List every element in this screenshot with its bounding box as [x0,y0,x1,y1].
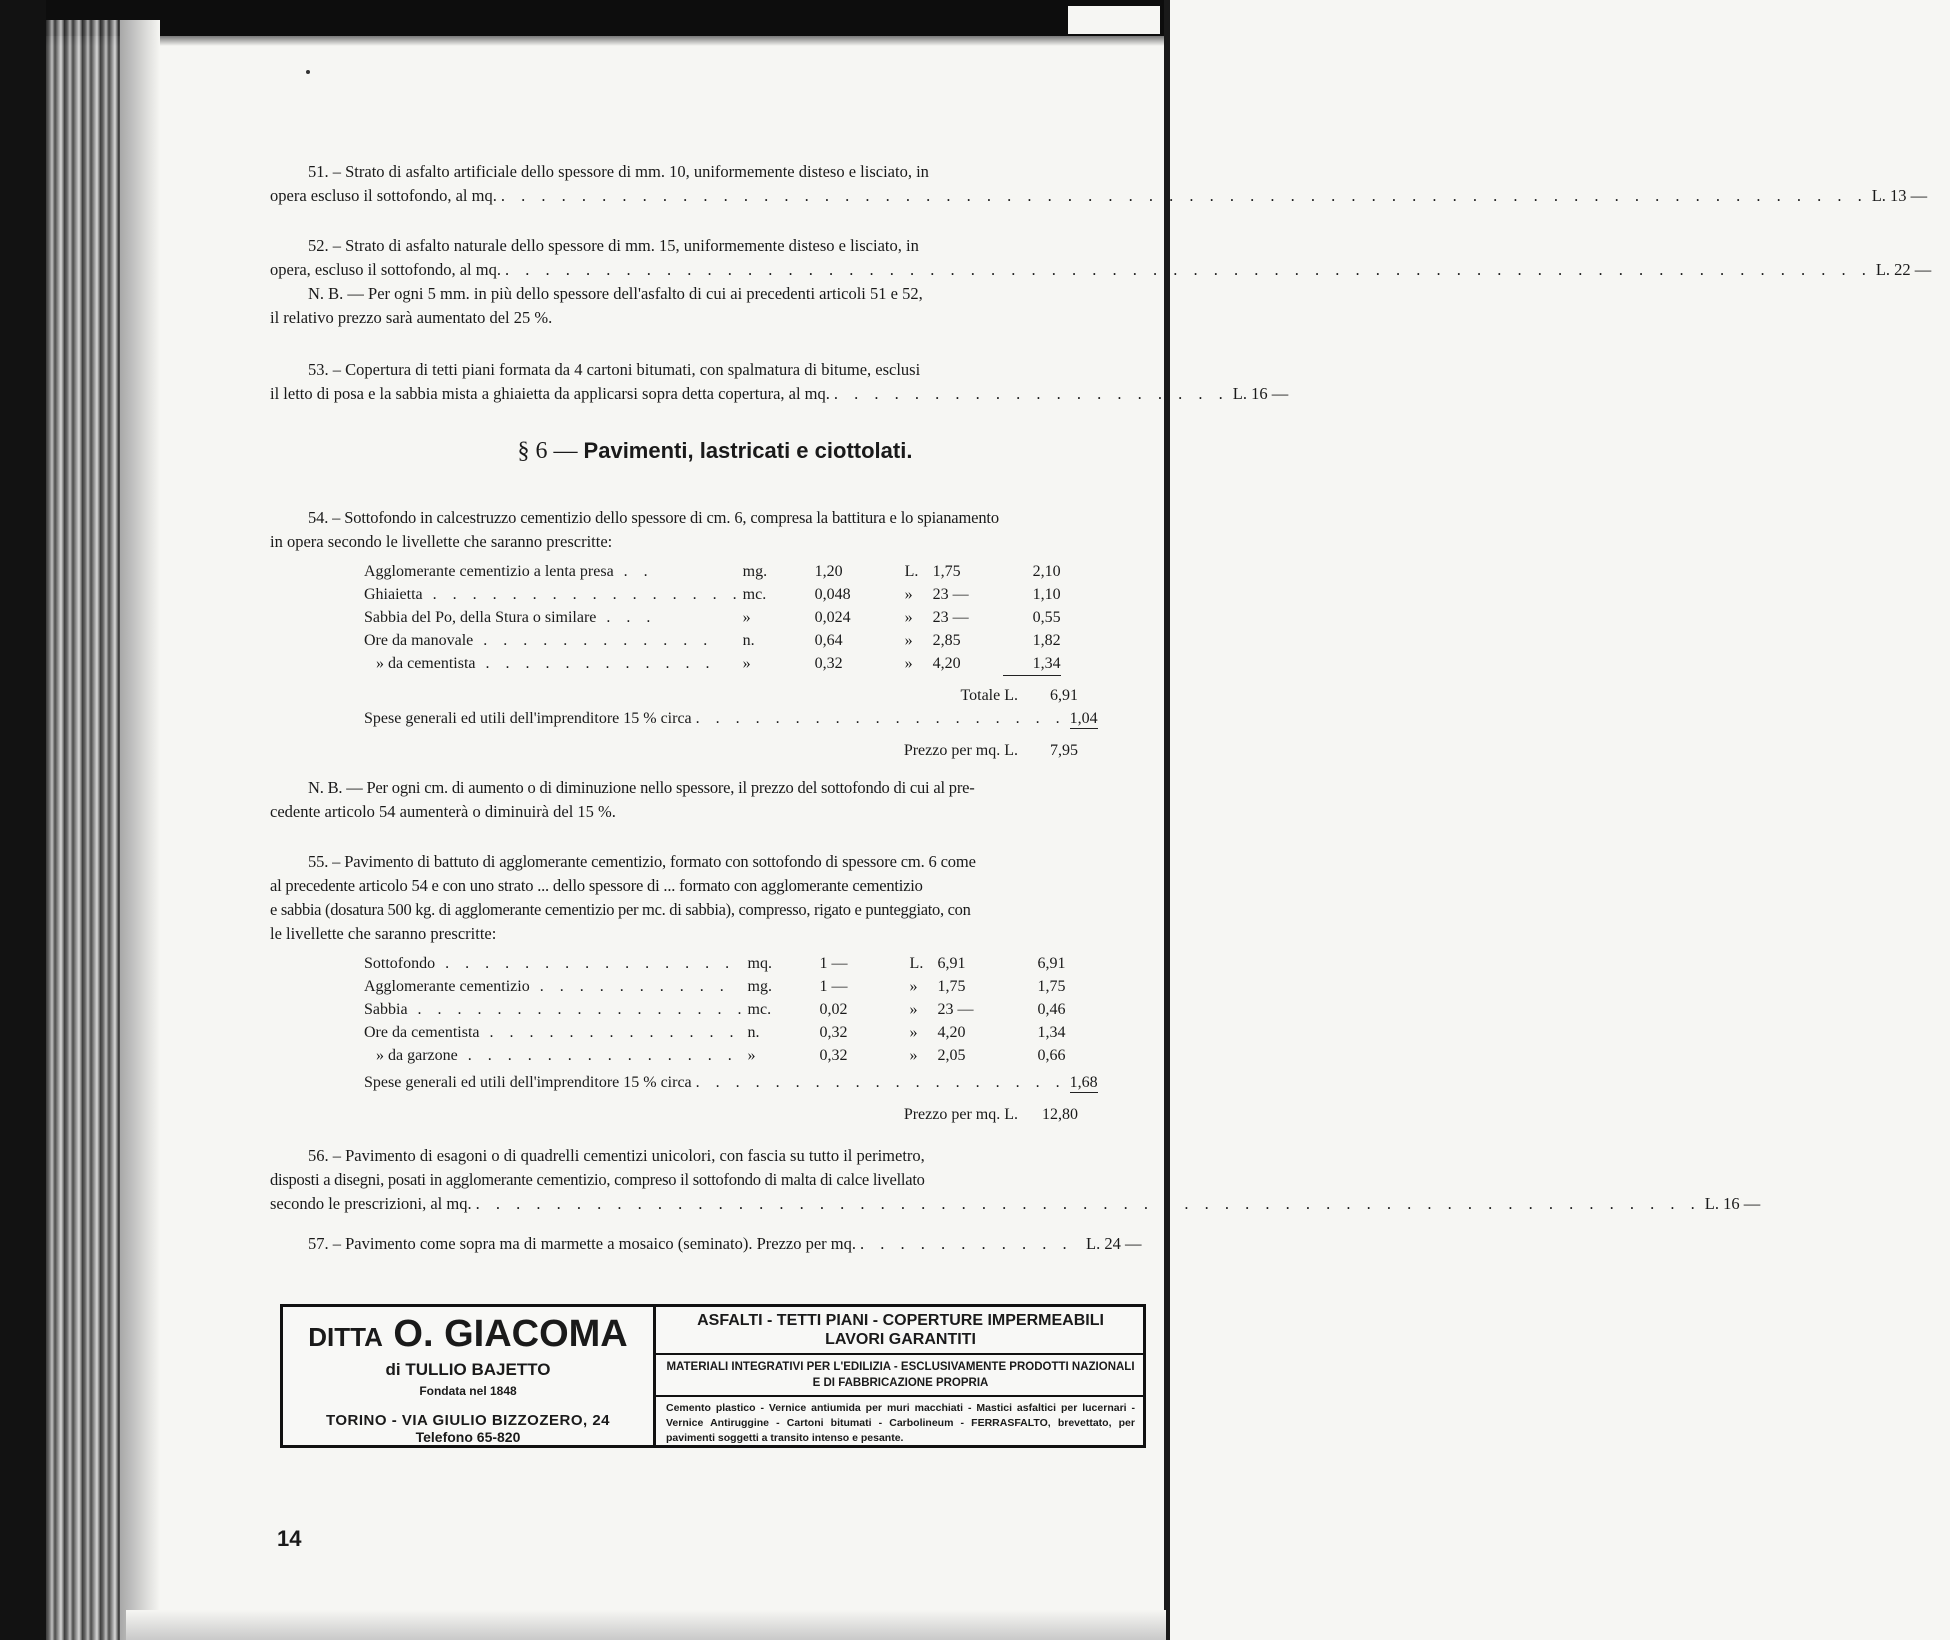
ad-divider [656,1395,1143,1397]
leader-dots: . . . . . . . . . . . . . . . . . . . . . . . . . . . . . . . . . . . . . . . . . . . . . . . . . . . . . . . . . . . . . [475,1194,1701,1213]
cost-currency: » [904,631,913,649]
cost-quantity: 1 — [819,954,848,972]
scan-top-shadow [0,36,1170,46]
cost-item-name: Ore da manovale . . . . . . . . . . . . [364,631,714,649]
item-57-price: L. 24 — [1086,1234,1142,1253]
scan-bottom-shadow [126,1610,1166,1640]
item-51-line2: opera escluso il sottofondo, al mq. [270,186,497,205]
item-54 [270,506,1160,554]
cost-row [364,560,1061,583]
item-51-line1: 51. – Strato di asfalto artificiale dello spessore di mm. 10, uniformemente disteso e lisciato, in [308,162,929,181]
item-55-line3: e sabbia (dosatura 500 kg. di agglomerante cementizio per mc. di sabbia), compresso, rigato e punteggiato, con [270,900,971,919]
scan-top-notch [1068,6,1160,34]
ad-divider [656,1353,1143,1355]
leader-dots: . . . . . . . . . . . . . . . . . . . . . . . . . . . . . . . . . . . . . . . . . . . . . . . . . . . . . . . . . . . . . . . . . . . . [504,260,1872,279]
item-54-nb [270,776,1160,824]
item-57-line1: 57. – Pavimento come sopra ma di marmette a mosaico (seminato). Prezzo per mq. [308,1234,857,1253]
item-52-line2: opera, escluso il sottofondo, al mq. [270,260,501,279]
book-spine-edge [46,20,126,1640]
cost-total: 0,66 [1037,1046,1066,1064]
cost-quantity: 0,048 [814,585,851,603]
item-54-nb-line2: cedente articolo 54 aumenterà o diminuirà del 15 %. [270,802,616,821]
cost-total: 1,34 [1037,1023,1066,1041]
cost-quantity: 0,64 [814,631,843,649]
cost-row [364,1044,1066,1067]
cost-quantity: 0,32 [819,1023,848,1041]
cost-quantity: 0,02 [819,1000,848,1018]
item-52-nb-line1: N. B. — Per ogni 5 mm. in più dello spessore dell'asfalto di cui ai precedenti articoli 51 e 52, [308,284,923,303]
scan-top-border [0,0,1170,36]
ad-headline: ASFALTI - TETTI PIANI - COPERTURE IMPERMEABILI LAVORI GARANTITI [697,1312,1104,1348]
item-55-cost-table [364,952,1066,1067]
cost-currency: » [909,1000,918,1018]
cost-unit: mg. [742,562,768,580]
cost-row [364,583,1061,606]
item-56-price: L. 16 — [1704,1194,1761,1213]
item-53-line1: 53. – Copertura di tetti piani formata da 4 cartoni bitumati, con spalmatura di bitume, esclusi [308,360,921,379]
item-54-totale: Totale L. 6,91 [960,687,1078,704]
item-56-line2: disposti a disegni, posati in agglomerante cementizio, compreso il sottofondo di malta di calce livellato [270,1170,925,1189]
cost-unit-price: 4,20 [937,1023,966,1041]
cost-currency: » [904,585,913,603]
cost-row [364,975,1066,998]
item-52-nb-line2: il relativo prezzo sarà aumentato del 25 %. [270,308,553,327]
cost-total: 1,82 [1032,631,1061,649]
cost-unit: n. [747,1023,760,1041]
cost-total: 1,34 [1003,652,1061,676]
ad-phone: Telefono 65-820 [415,1429,521,1445]
item-56-line3: secondo le prescrizioni, al mq. [270,1194,472,1213]
item-51-price: L. 13 — [1871,186,1928,205]
cost-quantity: 0,024 [814,608,851,626]
cost-row [364,998,1066,1021]
section-number: § 6 — [517,438,578,464]
cost-quantity: 1,20 [814,562,843,580]
cost-item-name: » da garzone . . . . . . . . . . . . . . [364,1046,738,1064]
item-55-line4: le livellette che saranno prescritte: [270,924,497,943]
advertisement-box [280,1304,1146,1448]
ad-owner: di TULLIO BAJETTO [385,1360,551,1379]
ad-address: TORINO - VIA GIULIO BIZZOZERO, 24 [325,1412,611,1429]
cost-unit-price: 23 — [932,585,969,603]
cost-currency: » [909,1046,918,1064]
cost-currency: » [904,608,913,626]
cost-unit: mg. [747,977,772,995]
section-title: Pavimenti, lastricati e ciottolati. [583,438,913,463]
cost-currency: L. [909,954,924,972]
cost-currency: » [909,1023,918,1041]
cost-unit: » [747,1046,756,1064]
cost-unit-price: 1,75 [932,562,961,580]
item-56-line1: 56. – Pavimento di esagoni o di quadrelli cementizi unicolori, con fascia su tutto il perimetro, [308,1146,925,1165]
cost-quantity: 0,32 [814,654,843,672]
cost-unit: mc. [747,1000,772,1018]
item-54-prezzo: Prezzo per mq. L. 7,95 [903,742,1078,759]
item-54-text1: 54. – Sottofondo in calcestruzzo cementizio dello spessore di cm. 6, compresa la battitura e lo spianamento [308,508,999,527]
cost-unit-price: 2,05 [937,1046,966,1064]
cost-total: 2,10 [1032,562,1061,580]
ad-founded: Fondata nel 1848 [419,1384,517,1398]
cost-currency: » [904,654,913,672]
item-52-price: L. 22 — [1875,260,1932,279]
item-53 [270,358,1289,406]
ad-products-panel [656,1307,1143,1445]
scan-left-border [0,0,46,1640]
cost-row [364,952,1066,975]
cost-total: 6,91 [1037,954,1066,972]
item-54-nb-line1: N. B. — Per ogni cm. di aumento o di diminuzione nello spessore, il prezzo del sottofondo di cui al pre- [308,778,975,797]
book-spine-shadow [120,20,160,1640]
ad-company-panel [283,1307,656,1445]
leader-dots: . . . . . . . . . . . . . . . . . . . . [833,384,1229,403]
cost-unit: » [742,608,751,626]
ad-company-name: DITTA O. GIACOMA [308,1313,628,1355]
item-55-line2: al precedente articolo 54 e con uno strato ... dello spessore di ... formato con agglomerante cementizio [270,876,923,895]
cost-item-name: Agglomerante cementizio . . . . . . . . . . [364,977,730,995]
item-54-cost-table [364,560,1061,676]
cost-quantity: 1 — [819,977,848,995]
item-53-line2: il letto di posa e la sabbia mista a ghiaietta da applicarsi sopra detta copertura, al mq. [270,384,830,403]
cost-unit: mq. [747,954,772,972]
cost-total: 0,55 [1032,608,1061,626]
cost-item-name: Ore da cementista . . . . . . . . . . . . . [364,1023,740,1041]
cost-quantity: 0,32 [819,1046,848,1064]
item-55 [270,850,1160,946]
item-57 [270,1232,1160,1256]
item-52-line1: 52. – Strato di asfalto naturale dello spessore di mm. 15, uniformemente disteso e lisciato, in [308,236,919,255]
leader-dots: . . . . . . . . . . . . . . . . . . . . . . . . . . . . . . . . . . . . . . . . . . . . . . . . . . . . . . . . . . . . . . . . . . . . [500,186,1868,205]
scan-right-border [1164,0,1170,1640]
ad-product-list: Cemento plastico - Vernice antiumida per muri macchiati - Mastici asfaltici per lucernari - Vernice Antiruggine - Cartoni bitumati - Carbolineum - FERRASFALTO, brevettato, per pavimenti soggetti a transito intenso e pesante. [666,1402,1135,1444]
cost-row [364,652,1061,676]
item-52 [270,234,1932,330]
cost-unit-price: 23 — [937,1000,974,1018]
cost-total: 0,46 [1037,1000,1066,1018]
cost-unit-price: 4,20 [932,654,961,672]
cost-total: 1,75 [1037,977,1066,995]
cost-unit: » [742,654,751,672]
cost-unit-price: 1,75 [937,977,966,995]
item-51 [270,160,1928,208]
cost-unit: n. [742,631,755,649]
cost-unit-price: 2,85 [932,631,961,649]
item-55-line1: 55. – Pavimento di battuto di agglomerante cementizio, formato con sottofondo di spessore cm. 6 come [308,852,976,871]
cost-total: 1,10 [1032,585,1061,603]
cost-item-name: Sottofondo . . . . . . . . . . . . . . . [364,954,736,972]
item-54-spese: Spese generali ed utili dell'imprenditore 15 % circa . . . . . . . . . . . . . . . . . . . 1,04 [364,710,1098,727]
cost-row [364,606,1061,629]
page-number: 14 [277,1526,302,1551]
cost-currency: L. [904,562,919,580]
cost-unit-price: 23 — [932,608,969,626]
item-54-text2: in opera secondo le livellette che saranno prescritte: [270,532,613,551]
item-55-spese: Spese generali ed utili dell'imprenditore 15 % circa . . . . . . . . . . . . . . . . . . . 1,68 [364,1074,1098,1091]
cost-currency: » [909,977,918,995]
cost-item-name: Sabbia . . . . . . . . . . . . . . . . . [364,1000,748,1018]
cost-item-name: Ghiaietta . . . . . . . . . . . . . . . . [364,585,743,603]
item-56 [270,1144,1761,1216]
item-55-prezzo: Prezzo per mq. L. 12,80 [903,1106,1078,1123]
cost-row [364,1021,1066,1044]
cost-item-name: » da cementista . . . . . . . . . . . . [364,654,716,672]
cost-item-name: Sabbia del Po, della Stura o similare . . . [364,608,657,626]
ink-speck [306,70,310,74]
item-53-price: L. 16 — [1232,384,1289,403]
leader-dots: . . . . . . . . . . . [860,1234,1073,1253]
cost-row [364,629,1061,652]
section-heading [270,438,1160,465]
cost-item-name: Agglomerante cementizio a lenta presa . . [364,562,654,580]
cost-unit: mc. [742,585,767,603]
ad-materials: MATERIALI INTEGRATIVI PER L'EDILIZIA - ESCLUSIVAMENTE PRODOTTI NAZIONALI E DI FABBRICAZIONE PROPRIA [666,1361,1135,1389]
cost-unit-price: 6,91 [937,954,966,972]
